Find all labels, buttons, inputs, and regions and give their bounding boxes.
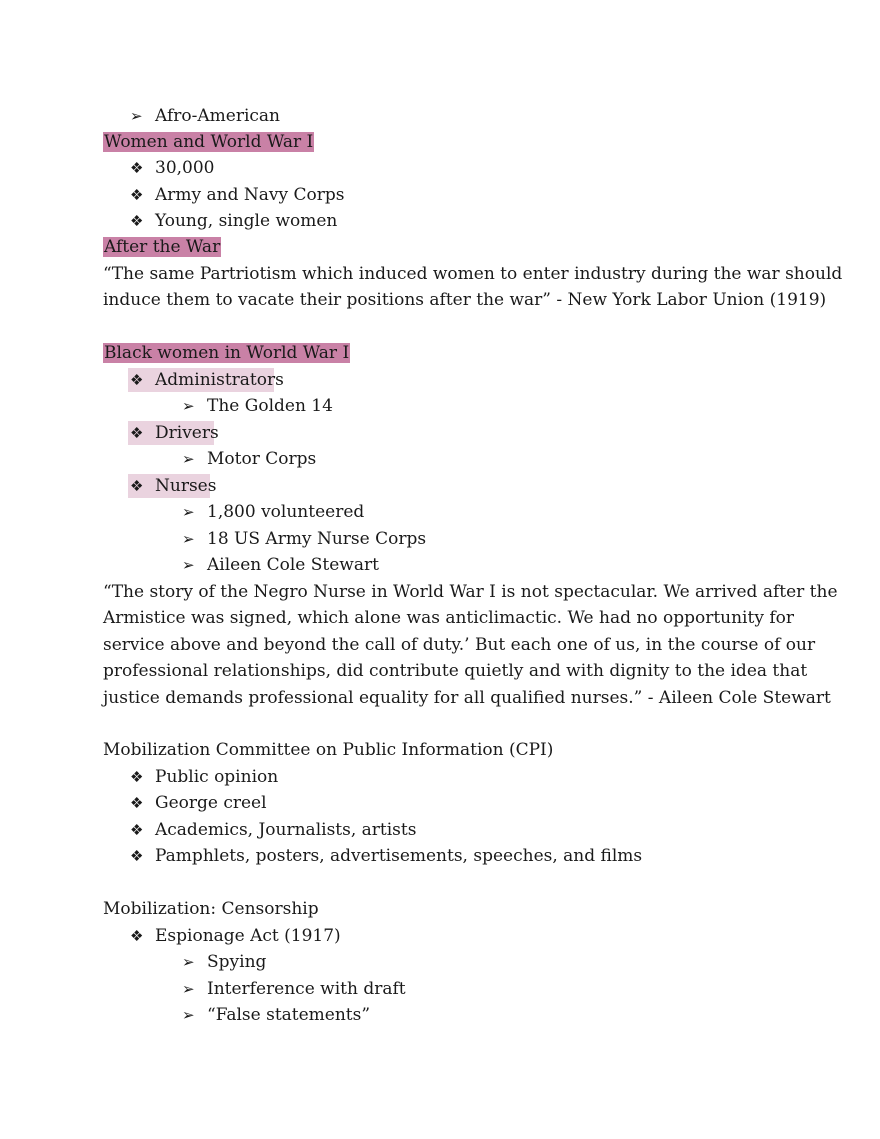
diamond-bullet-icon: ❖	[130, 159, 144, 177]
arrow-bullet-icon: ➢	[182, 397, 195, 415]
section-heading-black-women	[103, 340, 350, 366]
list-item	[0, 843, 880, 869]
list-item-text: Nurses	[155, 476, 217, 496]
list-item	[0, 949, 880, 975]
diamond-bullet-icon: ❖	[130, 371, 144, 389]
list-item-text: Administrators	[155, 370, 284, 390]
list-item	[0, 103, 880, 129]
list-item-text: Afro-American	[155, 106, 281, 126]
list-item-text: 30,000	[155, 158, 215, 178]
arrow-bullet-icon: ➢	[182, 980, 195, 998]
list-item-text: 18 US Army Nurse Corps	[207, 529, 427, 549]
list-item-text: Interference with draft	[207, 979, 406, 999]
list-item	[0, 393, 880, 419]
quote-line: “The story of the Negro Nurse in World War I is not spectacular. We arrived after the	[103, 582, 838, 602]
list-item-text: 1,800 volunteered	[207, 502, 365, 522]
section-heading-after-war	[103, 234, 221, 260]
list-item	[0, 817, 880, 843]
heading-text: After the War	[104, 237, 221, 257]
list-item	[0, 446, 880, 472]
arrow-bullet-icon: ➢	[182, 556, 195, 574]
list-item-text: Motor Corps	[207, 449, 317, 469]
list-item	[0, 552, 880, 578]
list-item-text: George creel	[155, 793, 267, 813]
diamond-bullet-icon: ❖	[130, 768, 144, 786]
list-item	[0, 790, 880, 816]
heading-text: Black women in World War I	[104, 343, 350, 363]
list-item-text: Espionage Act (1917)	[155, 926, 341, 946]
diamond-bullet-icon: ❖	[130, 477, 144, 495]
quote-line: service above and beyond the call of duty.’ But each one of us, in the course of our	[103, 635, 816, 655]
arrow-bullet-icon: ➢	[182, 530, 195, 548]
section-heading-women-ww1	[103, 129, 314, 155]
arrow-bullet-icon: ➢	[182, 503, 195, 521]
list-item-text: Pamphlets, posters, advertisements, speeches, and films	[155, 846, 643, 866]
diamond-bullet-icon: ❖	[130, 424, 144, 442]
list-item-text: Drivers	[155, 423, 219, 443]
section-heading-cpi: Mobilization Committee on Public Information (CPI)	[103, 740, 554, 760]
list-item-text: Academics, Journalists, artists	[155, 820, 417, 840]
diamond-bullet-icon: ❖	[130, 212, 144, 230]
arrow-bullet-icon: ➢	[182, 953, 195, 971]
heading-text: Women and World War I	[104, 132, 314, 152]
list-item-nurses	[0, 473, 880, 499]
list-item	[0, 764, 880, 790]
diamond-bullet-icon: ❖	[130, 821, 144, 839]
diamond-bullet-icon: ❖	[130, 847, 144, 865]
list-item	[0, 1002, 880, 1028]
list-item	[0, 182, 880, 208]
list-item-administrators	[0, 367, 880, 393]
arrow-bullet-icon: ➢	[130, 107, 143, 125]
arrow-bullet-icon: ➢	[182, 450, 195, 468]
quote-line: professional relationships, did contribute quietly and with dignity to the idea that	[103, 661, 808, 681]
list-item	[0, 155, 880, 181]
list-item-text: Army and Navy Corps	[155, 185, 345, 205]
quote-line: justice demands professional equality for all qualified nurses.” - Aileen Cole Stewart	[103, 688, 831, 708]
arrow-bullet-icon: ➢	[182, 1006, 195, 1024]
list-item	[0, 208, 880, 234]
list-item-text: “False statements”	[207, 1005, 371, 1025]
diamond-bullet-icon: ❖	[130, 794, 144, 812]
list-item	[0, 499, 880, 525]
list-item-text: Aileen Cole Stewart	[207, 555, 379, 575]
list-item-text: Public opinion	[155, 767, 279, 787]
list-item-text: The Golden 14	[207, 396, 333, 416]
list-item	[0, 923, 880, 949]
list-item-drivers	[0, 420, 880, 446]
quote-line: Armistice was signed, which alone was anticlimactic. We had no opportunity for	[103, 608, 794, 628]
list-item-text: Spying	[207, 952, 267, 972]
diamond-bullet-icon: ❖	[130, 927, 144, 945]
quote-line: induce them to vacate their positions after the war” - New York Labor Union (1919)	[103, 290, 827, 310]
list-item	[0, 976, 880, 1002]
diamond-bullet-icon: ❖	[130, 186, 144, 204]
list-item-text: Young, single women	[155, 211, 338, 231]
section-heading-censorship: Mobilization: Censorship	[103, 899, 319, 919]
quote-line: “The same Partriotism which induced women to enter industry during the war should	[103, 264, 843, 284]
list-item	[0, 526, 880, 552]
